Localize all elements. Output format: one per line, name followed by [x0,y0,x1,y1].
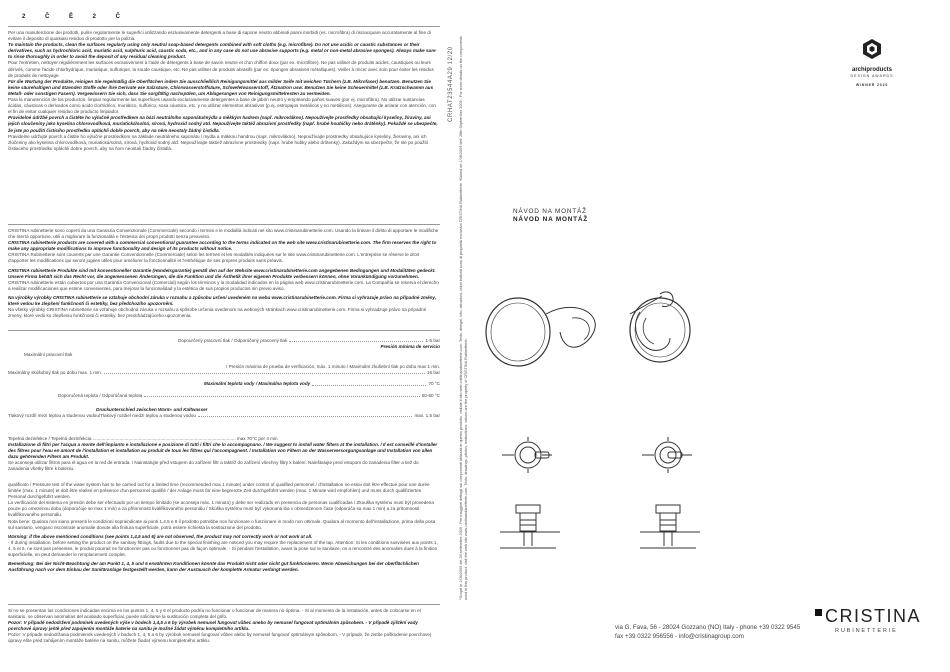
care-sk: Pravidelne udržujte povrch a čistite ho výlučne prostriedkom na základe neutrálneho saponátu / mydla a mäkkou handrou (napr. mikrovlákno). Nepoužívajte prostriedky obsahujúce kyseliny, žieraviny, ani ich zlúčeniny ako kyselina chlorovodíková, muriatická/solná, sírová, hydroxid sodný atď. Nepoužívajte taktiež abrazívne prostriedky (napr. hrubé hubky alebo drôtenky). Zakaždým sa ubezpečte, že ste po použití čistiaceho prostriedku opláchli dobre povrch, aby na ňom neostali žiadny čistidlá. [8,133,429,151]
care-fr: Pour l'entretien, nettoyer régulièrement les surfaces exclusivement à l'aide de détergents à base de savon neutre et d'un chiffon doux (par ex. microfibre). Ne pas utiliser de produits acides, caustiques ou leurs dérivés, comme l'acide chlorhydrique, muriatique, sulfurique, la soude caustique, etc. Ne pas utiliser de produits abrasifs (par ex. éponges abrasives métalliques). Veiller à rincer avec soin pour éviter les résidus de produits de nettoyage. [8,60,434,78]
cond-line: Pozor: V případě nedodržení podmínek uvedených výše v bodech 1,4,5 a 6 by výrobek nemusel fungovat vůbec anebo by nemusel fungovat optimálním způsobem. - V případě zjištění vady povrchové úpravy ještě před zapojením montáže baterie na sanitu je možné žádat výměnu kompletního artiklu. [8,620,418,632]
spec-dots [312,381,426,385]
spec-label: Maximální teplota vody / Maximálna teplota vody [204,381,311,387]
filter-section [8,436,440,480]
award-year: WINNER 2020 [855,83,889,87]
filter-line: Installazione di filtri per l'acqua a monte dell'impianto e installazione e posizione di tutti i filtri che lo accompagnano. / We suggest to install water filters at the installation. / Il est conseillé d'installer des filtres pour l'eau en amont de l'installation et installation au produit de tous les filtres qui l'accompagnent. / Installation von Filtern an der Wasserversorgungsanlage und Installation von allen dazu gehörenden Filtern am Produkt. [8,442,438,460]
spec-dots [144,393,420,397]
front-view-left [502,437,552,473]
divider [8,26,440,27]
warranty-sk: Na všetky výrobky CRISTINA rubinetterie sa vzťahuje obchodná záruka v rozsahu a spôsobe určenia uvedenom na webových stránkach www.cristinarubinetterie.com. Firma si vyhradzuje právo na prípadné zmeny, ktoré vedú ku zlepšeniu funkčnosti či estetiky, bez predchádzajúceho upozornenia. [8,307,427,319]
care-es: Para la manutención de los productos, limpiar regularmente las superficies usando exclusivamente detergentes a base de jabón neutro y empleando paños suaves (por ej. microfibra). No utilizar sustancias ácidas, cáusticas o derivados como ácido clorhídrico, muriático, sulfúrico, sosa cáustica, etc. y no utilizar elementos abrasivos (p.ej. estropajos metálicos y no metálicos). Asegurarse de aclarar con atención, con el fin de evitar cualquier residuo de producto limpiador. [8,97,436,115]
spec-label: Doporučená teplota / Odporúčaná teplota [58,392,143,398]
divider [8,330,440,331]
front-view-right [642,437,692,473]
spec-row [8,381,440,387]
contact-address: via G. Fava, 56 - 28024 Gozzano (NO) Italy - phone +39 0322 9545 [615,624,801,631]
spec-dots [289,338,423,342]
cond-line: Si no se presentan las condiciones indicadas encima en los puntos 1, 4, 5 y 6 el producto podría no funcionar o funcionar de manera no óptima. - Si al momento de la instalación, antes de colocarse en el sanitario, se observan anomalías del acabado superficial, puede solicitarse la sustitución completa del grifo. [8,608,421,620]
warranty-section [8,228,440,320]
spec-row [8,393,440,399]
warranty-it: CRISTINA rubinetterie sono coperti da una Garanzia Convenzionale (Commerciale) secondo i termini e le modalità indicati nel sito www.cristinarubinetterie.com. Usando la lineare il diritto di apportare le modifiche che riterrà opportune, utili a migliorare la funzionalità e l'estetica dei propri prodotti senza preavviso. [8,228,439,240]
spec-dots [198,413,413,417]
care-it: Per una manutenzione dei prodotti, pulire regolarmente le superfici utilizzando esclusivamente detergenti a base di sapone neutro abbinati panni morbidi (es. microfibra) di risciacquare accuratamente al fine di evitare il deposito di qualsiasi residuo di prodotto per la pulizia. [8,30,431,42]
cond-line: Pozor: V prípade nedodržania podmienok uvedených v bodoch 1, 4, 5 a 6 by výrobok nemusel fungovať vôbec alebo by nemusel fungovať optimálnym spôsobom. - V prípade, že zistíte poškodenie povrchovej úpravy ešte pred zahájením montáže batérie na sanitu, môžete žiadať výmenu kompletného artiklu. [8,632,432,644]
warranty-es: CRISTINA rubinetterie están cubiertos por una Garantía Convencional (Comercial) según los términos y la modalidad indicados en la página web www.cristinarubinetterie.com. La Compañía se reserva el derecho a realizar modificaciones que estime convenientes, para mejorar la funcionalidad y la estética de sus propios productos sin previo aviso. [8,279,439,291]
divider [8,224,440,225]
care-cz: Pravidelné údržbě povrch a čistěte ho výlučně prostředkem na bázi neutrálního saponátu/mýdla a měkkým hadrem (např. mikrovlákno). Nepoužívejte prostředky obsahující kyseliny, žíraviny, ani jejich sloučeniny jako kyselina chlorovodíková, muriatická/solná, sírová, hydroxid sodný atd. Nepoužívejte taktéž abrazivní prostředky (např. hrubé houbičky nebo drátěnky). Pokaždé se ubezpečte, že jste po použití čisticího prostředku opláchli dobře povrch, aby na něm neostaly žádný čistidla. [8,115,438,133]
spec-note: Maximální pracovní tlak [24,352,73,358]
spec-value: 50-60 °C [421,392,440,398]
brand-square-icon [815,609,822,616]
contact-info [615,623,800,641]
contact-fax-email: fax +39 0322 956556 - info@cristinagroup.com [615,633,744,640]
award-badge [842,38,902,87]
spec-value: 70 °C [428,381,440,387]
manual-title: NÁVOD NA MONTÁŽ [513,208,587,215]
brand-name [815,606,925,627]
side-view-right [640,505,700,548]
document-code: CRHAT23544A29 12/20 [448,46,454,122]
header-letters: 2 Č Ê 2 Č [22,14,130,20]
award-logo-icon [861,38,883,60]
spec-value: max. 1,5 bar [414,412,440,418]
spec-dots [104,370,425,374]
care-de: Für die Wartung der Produkte, reinigen Sie regelmäßig die Oberflächen indem Sie ausschließlich Reinigungsmittel aus milder Seife mit weichen Tüchern (z.B. Mikrofaser) benutzen. Benutzen Sie keine säurehaltigen und ätzenden Stoffe oder ihre Derivate wie Salzsäure, Chlorwasserstoffsäure, Schwefelwasserstoff, Ätznatron usw. Benutzen Sie keine Scheuermittel (z.B. Kratzschwamm aus Metall- oder sonstigen Fasern). Vergewissern Sie sich, dass Sie sorgfältig nachspülen, um Ablagerungen von Reinigungsmittelresten zu vermeiden. [8,78,434,96]
warranty-en: CRISTINA rubinetterie products are covered with a commercial conventional guarantee according to the terms indicated on the web site www.cristinarubinetterie.com. The firm reserves the right to make any appropriate modifications to improve functionality and design of its products without notice. [8,240,437,252]
cond-line: Nota bene: Qualora non siano presenti le condizioni sopraindicate ai punti 1,4,5 e 6 il prodotto potrebbe non funzionare o funzionare in modo non ottimale. Qualora al momento dell'installazione, prima della posa sul sanitario, vengano riscontrate anomalie dovute alla finitura superficiale, potrà essere richiesta la sostituzione del prodotto. [8,518,436,530]
conditions-section [8,482,440,594]
spec-label: Dopourčený pracovní tlak / Odporúčaný pracovný tlak [178,338,288,343]
spec-note: Druckunterschied zwischen Warm- und Kaltwasser [96,406,208,412]
conditions-section-2 [8,608,440,666]
spec-label: Maximálny skúšobný tlak po dobu max. 1 min. [8,370,102,376]
care-en: To maintain the products, clean the surfaces regularly using only neutral soap-based detergents combined with soft cloths (e.g. microfibre). Do not use acidic or caustic substances or their derivatives, such as hydrochloric acid, muriatic acid, sulphuric acid, caustic soda, etc., and in any case do not use abrasive supports (e.g. metal or non-metal abrasive sponges). Always make sure to rinse thoroughly in order to avoid the deposit of any residual cleaning product. [8,42,436,60]
filter-line: Tepelná dezinfekce / Tepelná dezinfekcia ................................................................................................................ max 70°C per 4 min [8,436,278,441]
faucet-perspective-right [630,298,690,362]
brand-subtitle: RUBINETTERIE [835,628,898,634]
award-subtitle: DESIGN AWARDS [850,74,894,78]
spec-label: Tlakový rozdíl mezi teplou a studenou vodou/Tlakový rozdiel medzi teplou a studenou vodou [8,412,196,418]
cond-line: Bemerkung: Bei der Nicht-Beachtung der am Punkt 1, 4, 5 und 6 erwähnten Konditionen könnte das Produkt nicht oder nicht gut funktionieren. Wenn Abweichungen bei der oberflächlichen Ausführung nach vor dem Einbau der Sanitäranlage festgestellt werden, kann der Austausch der komplette Armatur verlangt werden. [8,561,419,573]
cond-line: - If during installation, before setting the product on the sanitary fittings, faults due to the special finishing are noticed you may require the replacement of the tap. Attention: Si les conditions susvisées aux points 1, 4, 5 et 6, ne sont pas présentes, le produit pourrait ne fonctionner pas ou fonctionner pas de façon optimale. - Si pendant l'installation, avant la pose sur le sanitaire, on a rencontré des anomalies dues à la finition superficielle, on peut demander le remplacement complet. [8,539,438,558]
spec-value: 16 bar [426,370,440,376]
warranty-de: CRISTINA rubinetterie Produkte sind mit konventioneller Garantie (Handelsgarantie) gemäß den auf der Website www.cristinarubinetterie.com angegebenen Bedingungen und Modalitäten gedeckt. Unsere Firma behält sich das Recht vor, die angemessenen Änderungen, die die Funktion und die Ästhetik ihrer eigenen Produkte verbessern können, ohne Vorankündigung vorzunehmen. [8,267,436,279]
cond-line: Warning: if the above mentioned conditions (see points 1,4,5 and 6) are not observed, the product may not correctly work or not work at all. [8,533,313,539]
warranty-cz: Na výrobky výrobky CRISTINA rubinetterie se vztahuje obchodní záruka v rozsahu a způsobu určení uvedeném na webu www.cristinarubinetterie.com. Firma si vyhrazuje právo na případné změny, které vedou ke zlepšení funkčnosti či estetiky, bez předchozího upozornění. [8,294,437,307]
spec-row [8,413,440,419]
product-drawing [480,270,740,560]
cond-line: qualificato / Pressure test of the water system has to be carried out for a limited time (recommended max 1 minute) under control of qualified personnel / d'installation ne essai doit être effectué pour une durée limitée (max. 1 minute) et doit être réalisé en présence d'un personnel qualifié / der Anlage muss für eine begrenzte Zeit durchgeführt werden (max. 1 Minute wird empfohlen) und muss durch qualifiziertes Personal durchgeführt werden. [8,482,430,500]
manual-title-bold: NÁVOD NA MONTÁŽ [513,216,588,223]
brand-logo [815,606,925,634]
warranty-fr: CRISTINA Rubinetterie sont couverts par une Garantie Conventionnelle (Commerciale) selon les termes et les modalités indiquées sur le site www.cristinarubinetterie.com. L'entreprise se réserve le droit d'apporter les modifications qui seront jugées utiles pour améliorer la fonctionnalité et l'esthétique de ses propres produits sans préavis. [8,252,419,264]
specs-section [8,338,440,434]
spec-note: / Presión máxima de prueba de verificación, máx. 1 minuto / Maximální zkušební tlak po dobu max 1 min. [226,364,440,370]
faucet-perspective-left [486,292,673,366]
care-section [8,30,440,198]
cond-line: La verificación del sistema en presión debe ser efectuado por un tiempo limitado (se aconseja máx. 1 minuto) y debe ser realizado en presencia de personas cualificadas / Zkouška systému musí být provedena pouze po omezenou dobu (doporučuje se max 1 min) a za přítomnosti kvalifikovaného personálu / Skúška systému musí byť vykonaná iba v obmedzenom čase (odporúča sa max 1 min) a za prítomnosti kvalifikovaného personálu. [8,500,434,518]
spec-note: Presión mínima de servicio [380,344,440,350]
spec-value: 1-5 bar [425,338,440,343]
award-brand: archiproducts [851,67,892,73]
filter-line: Se aconseja utilizar filtros para el agua en la red de entrada. / Nainstalujte před vstupem do zařízení filtr a taktéž do zařízení všechny filtry k balení. Nainštalujte pred vstupom do zariadenia filter a tiež do zariadenia všetky filtre k baleniu. [8,460,419,472]
divider [8,604,440,605]
spec-row [8,370,440,376]
legal-note: *Scopri in 1/06/2009 del 28 settembre 2009 - Per maggiori dettagli sui componenti utilizzati in questo prodotto, visitate il sito web cristinarubinetterie.com. Testo, disegni, foto, istruzioni, valori indicati sono di proprietà esclusiva CRISTINA Rubinetterie. *Based on 1/06/2009 dell' 28th September 2009 - For more details on the components used in this product, visit the web site www.cristinarubinetterie.com. Texts, drawings, photos, instructions, values are the property of CRISTINA Rubinetterie. [459,36,468,600]
brand-wordmark: CRISTINA [825,606,922,626]
side-view-left [500,505,560,548]
